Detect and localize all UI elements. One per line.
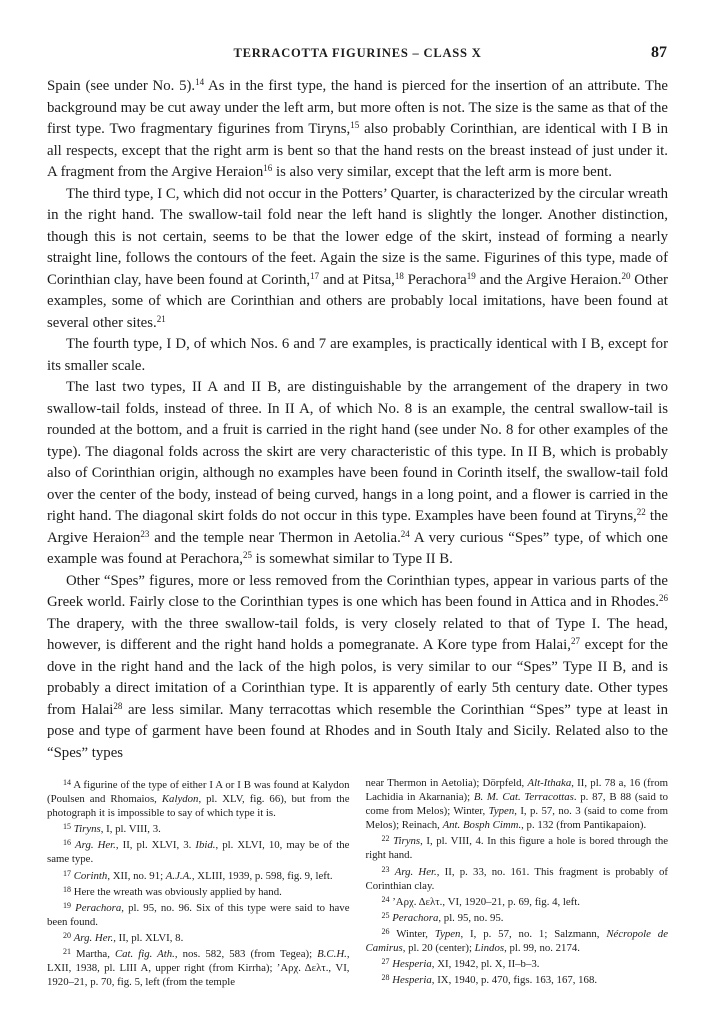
italic-text: B. M. Cat. Terracottas xyxy=(473,791,574,804)
footnote-reference: 28 xyxy=(113,700,123,711)
footnote: $^{25}$ Perachora, pl. 95, no. 95. xyxy=(381,910,504,924)
page-number: 87 xyxy=(651,44,667,61)
footnote-number: 18 xyxy=(63,884,71,894)
italic-text: Hesperia xyxy=(392,958,432,971)
footnote: $^{17}$ Corinth, XII, no. 91; A.J.A., XLIII, 1939, p. 598, fig. 9, left. xyxy=(63,868,333,882)
footnote: $^{18}$ Here the wreath was obviously applied by hand. xyxy=(63,884,282,898)
footnote-number: 26 xyxy=(381,926,390,936)
italic-text: Typen xyxy=(488,805,515,818)
italic-text: Ibid. xyxy=(195,839,216,852)
footnote-reference: 27 xyxy=(570,636,580,646)
running-header xyxy=(47,44,668,68)
italic-text: Perachora xyxy=(392,911,439,924)
footnote-reference: 20 xyxy=(621,270,631,281)
paragraph: Other “Spes” figures, more or less removed from the Corinthian types, appear in various parts of the Greek world. Fairly close to the Corinthian types is one which has been found in Attica and in Rhodes.$^{26}$ The drapery, with the three swallow-tail folds, is very closely related to that of Type I. The head, however, is different and the right hand holds a pomegranate. A Kore type from Halai,$^{27}$ except for the dove in the right hand and the lack of the high polos, is very similar to our “Spes” Type II B, and is probably a direct imitation of a Corinthian type. It is apparently of early 5th century date. Other types from Halai$^{28}$ are less similar. Many terracottas which resemble the Corinthian “Spes” type at least in pose and type of garment have been found at Rhodes and in South Italy and Sicily. Related also to the “Spes” types xyxy=(47,572,668,761)
footnote-number: 23 xyxy=(381,864,390,874)
footnote-reference: 19 xyxy=(466,270,476,281)
footnote-number: 15 xyxy=(63,822,71,832)
footnote: $^{23}$ Arg. Her., II, p. 33, no. 161. This fragment is probably of Corinthian clay. xyxy=(365,864,668,892)
italic-text: Tiryns xyxy=(73,823,101,836)
footnotes-right-column xyxy=(366,776,669,989)
paragraph: Spain (see under No. 5).$^{14}$ As in the first type, the hand is pierced for the insertion of an attribute. The background may be cut away under the left arm, but more often is not. The size is the same as that of the first type. Two fragmentary figurines from Tiryns,$^{15}$ also probably Corinthian, are identical with I B in all respects, except that the right arm is bent so that the hand rests on the breast instead of just under it. A fragment from the Argive Heraion$^{16}$ is also very similar, except that the left arm is more bent. xyxy=(47,77,668,180)
paragraph: The fourth type, I D, of which Nos. 6 and 7 are examples, is practically identical with I B, except for its smaller scale. xyxy=(47,336,668,374)
footnote-reference: 22 xyxy=(636,507,646,517)
footnote-reference: 21 xyxy=(156,313,166,324)
italic-text: Arg. Her. xyxy=(394,865,437,878)
footnote: $^{22}$ Tiryns, I, pl. VIII, 4. In this figure a hole is bored through the right hand. xyxy=(365,834,669,862)
footnote-number: 24 xyxy=(381,894,390,904)
footnote-number: 17 xyxy=(63,868,71,878)
footnote-reference: 17 xyxy=(310,270,320,281)
footnote-number: 19 xyxy=(63,900,71,910)
italic-text: Hesperia xyxy=(392,974,432,987)
italic-text: Corinth xyxy=(73,869,108,882)
italic-text: Lindos xyxy=(474,942,505,955)
footnote-continuation: near Thermon in Aetolia); Dörpfeld, Alt-Ithaka, II, pl. 78 a, 16 (from Lachidia in Akarnania); B. M. Cat. Terracottas. p. 87, B 88 (said to come from Melos); Winter, Typen, I, p. 57, no. 3 (said to come from Melos); Reinach, Ant. Bosph Cimm., p. 132 (from Pantikapaion). xyxy=(365,777,668,832)
italic-text: Typen xyxy=(434,927,461,940)
italic-text: Ant. Bosph Cimm. xyxy=(442,819,522,832)
footnote-number: 28 xyxy=(381,973,390,983)
footnote-number: 14 xyxy=(63,778,71,787)
italic-text: Cat. fig. Ath. xyxy=(114,948,175,961)
italic-text: B.C.H. xyxy=(317,948,347,961)
footnote-number: 27 xyxy=(381,957,390,967)
italic-text: A.J.A. xyxy=(165,869,192,882)
footnote-reference: 23 xyxy=(140,528,150,539)
footnote: $^{15}$ Tiryns, I, pl. VIII, 3. xyxy=(63,822,161,836)
footnote: $^{24}$ ’Αρχ. Δελτ., VI, 1920–21, p. 69, fig. 4, left. xyxy=(381,894,580,908)
footnote: $^{16}$ Arg. Her., II, pl. XLVI, 3. Ibid., pl. XLVI, 10, may be of the same type. xyxy=(47,838,350,866)
footnote: $^{21}$ Martha, Cat. fig. Ath., nos. 582, 583 (from Tegea); B.C.H., LXII, 1938, pl. LIII A, upper right (from Kirrha); ’Αρχ. Δελτ., VI, 1920–21, p. 70, fig. 5, left (from the temple xyxy=(47,947,350,989)
italic-text: Arg. Her. xyxy=(75,839,116,852)
footnote-number: 20 xyxy=(63,930,71,940)
paragraph: The third type, I C, which did not occur in the Potters’ Quarter, is characterized by the circular wreath in the right hand. The swallow-tail fold near the left hand is slightly the longer. Another distinction, though this is not certain, seems to be that the lower edge of the skirt, instead of forming a nearly straight line, follows the contours of the feet. Again the size is the same. Figurines of this type, made of Corinthian clay, have been found at Corinth,$^{17}$ and at Pitsa,$^{18}$ Perachora$^{19}$ and the Argive Heraion.$^{20}$ Other examples, some of which are Corinthian and others are probably local imitations, have been found at several other sites.$^{21}$ xyxy=(47,185,668,331)
footnote: $^{20}$ Arg. Her., II, pl. XLVI, 8. xyxy=(63,930,184,944)
italic-text: Tiryns xyxy=(393,835,421,848)
footnotes-left-column xyxy=(47,776,350,989)
footnote-reference: 14 xyxy=(195,77,205,87)
italic-text: Nécropole de Camirus xyxy=(365,927,668,955)
running-title: TERRACOTTA FIGURINES – CLASS X xyxy=(233,46,482,60)
footnote-reference: 26 xyxy=(659,593,668,603)
footnote-number: 22 xyxy=(381,834,390,844)
italic-text: Kalydon xyxy=(161,793,199,806)
footnote-reference: 15 xyxy=(350,120,360,130)
footnote: $^{28}$ Hesperia, IX, 1940, p. 470, figs. 163, 167, 168. xyxy=(381,973,598,987)
footnote-number: 25 xyxy=(381,910,390,920)
footnote-reference: 24 xyxy=(400,528,410,539)
footnote: $^{14}$ A figurine of the type of either I A or I B was found at Kalydon (Poulsen and Rhomaios, Kalydon, pl. XLV, fig. 66), but from the photograph it is impossible to say of which type it is. xyxy=(47,778,350,820)
body-text xyxy=(47,76,668,764)
footnote: $^{26}$ Winter, Typen, I, p. 57, no. 1; Salzmann, Nécropole de Camirus, pl. 20 (center); Lindos, pl. 99, no. 2174. xyxy=(365,926,668,955)
italic-text: Alt-Ithaka xyxy=(527,777,572,789)
paragraph: The last two types, II A and II B, are distinguishable by the arrangement of the drapery in two swallow-tail folds, instead of three. In II A, of which No. 8 is an example, the central swallow-tail is rounded at the bottom, and a fruit is carried in the right hand (see under No. 8 for other examples of the type). The diagonal folds across the skirt are very characteristic of this type. In II B, which is probably also of Corinthian origin, although no examples have been found in Corinth itself, the swallow-tail fold over the center of the body, instead of being curved, hangs in a long point, and a flower is carried in the right hand. The diagonal skirt folds do not occur in this type. Examples have been found at Tiryns,$^{22}$ the Argive Heraion$^{23}$ and the temple near Thermon in Aetolia.$^{24}$ A very curious “Spes” type, of which one example was found at Perachora,$^{25}$ is somewhat similar to Type II B. xyxy=(47,379,669,567)
footnote-reference: 16 xyxy=(263,163,273,173)
footnote: $^{19}$ Perachora, pl. 95, no. 96. Six of this type were said to have been found. xyxy=(47,900,350,928)
footnotes xyxy=(47,776,668,989)
italic-text: Arg. Her. xyxy=(73,931,114,944)
footnote-number: 16 xyxy=(63,838,71,848)
footnote-reference: 25 xyxy=(242,550,252,560)
footnote: $^{27}$ Hesperia, XI, 1942, pl. X, II–b–3. xyxy=(381,957,540,971)
footnote-reference: 18 xyxy=(394,270,404,281)
footnote-number: 21 xyxy=(63,947,71,957)
page xyxy=(47,44,668,989)
italic-text: Perachora xyxy=(75,901,122,914)
